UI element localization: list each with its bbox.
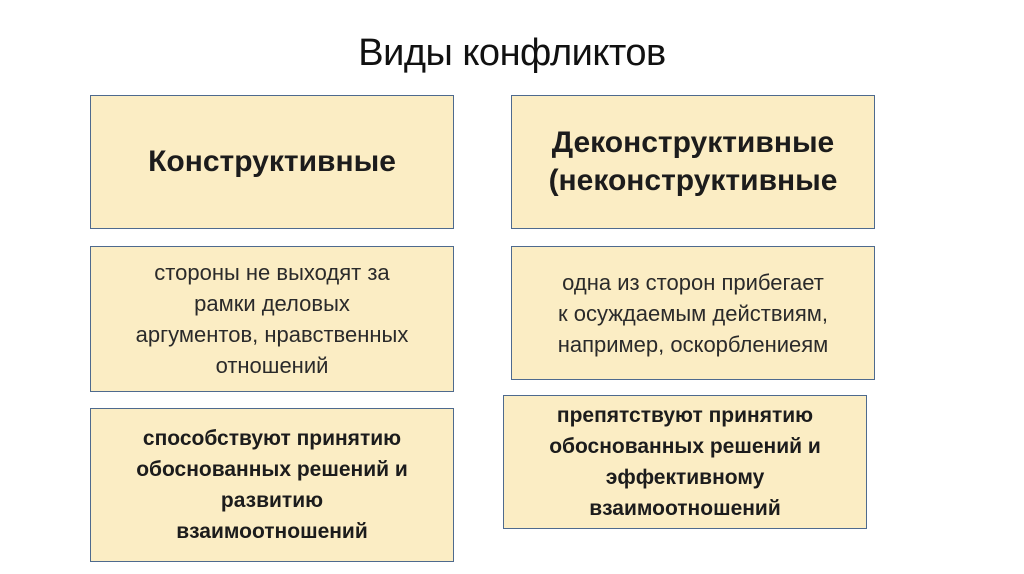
constructive-description: стороны не выходят за рамки деловых аргументов, нравственных отношений <box>135 260 409 378</box>
destructive-description-box <box>511 246 875 380</box>
slide-title: Виды конфликтов <box>358 32 666 74</box>
constructive-heading: Конструктивные <box>148 145 396 178</box>
constructive-heading-box <box>90 95 454 229</box>
destructive-heading-box <box>511 95 875 229</box>
destructive-effect: препятствуют принятию обоснованных решений и эффективному взаимоотношений <box>549 404 821 520</box>
constructive-effect: способствуют принятию обоснованных решений и развитию взаимоотношений <box>136 427 408 543</box>
destructive-description: одна из сторон прибегает к осуждаемым действиям, например, оскорблениеям <box>557 269 829 357</box>
constructive-effect-box <box>90 408 454 562</box>
destructive-effect-box <box>503 395 867 529</box>
constructive-description-box <box>90 246 454 392</box>
destructive-heading: Деконструктивные (неконструктивные <box>548 126 838 197</box>
